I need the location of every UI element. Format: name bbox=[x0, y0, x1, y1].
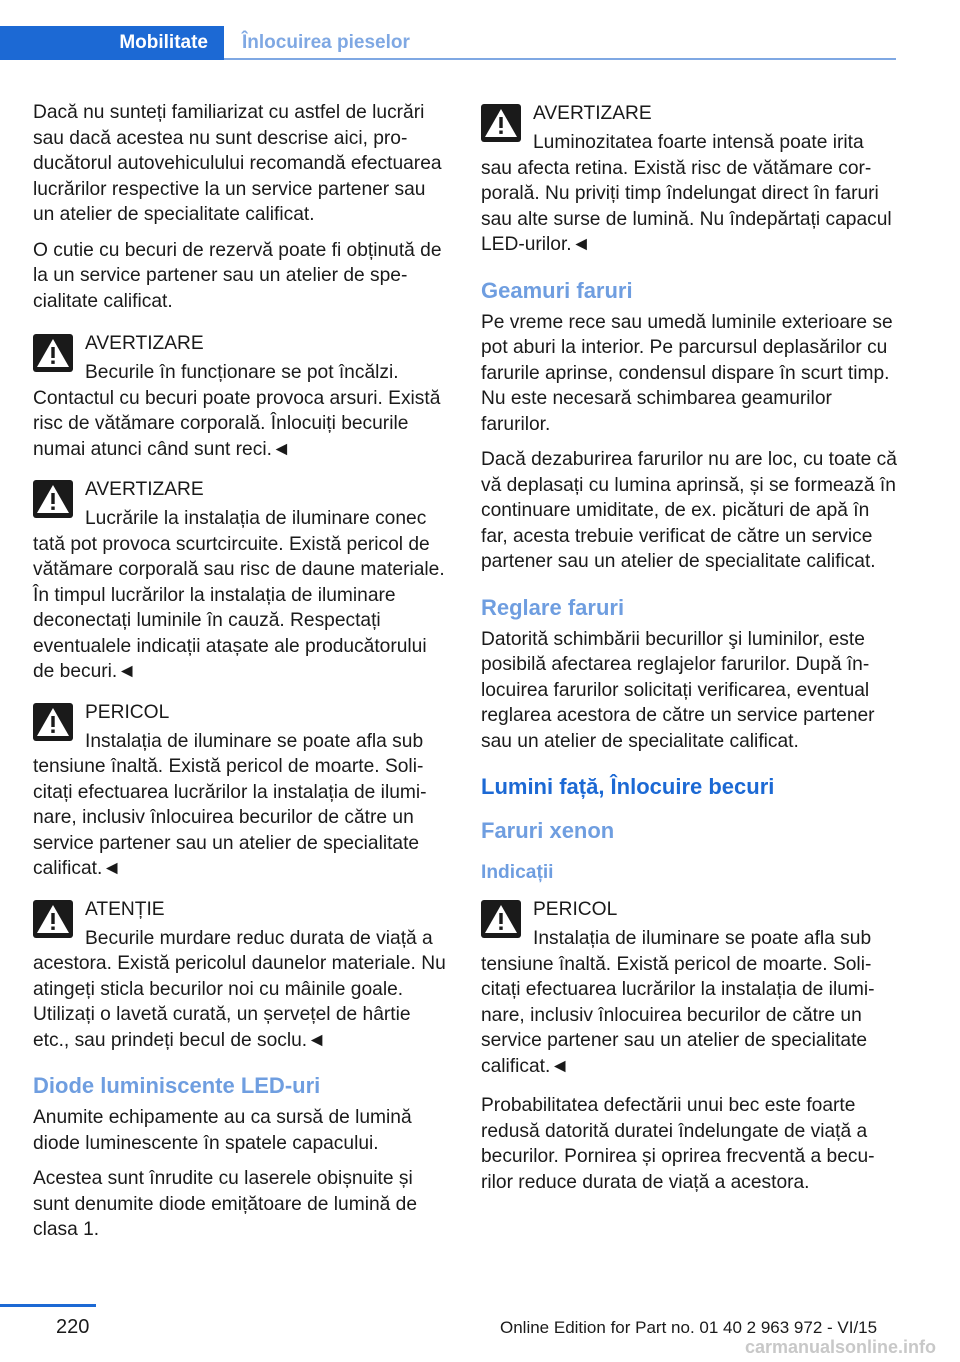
warning-text-first: Instalația de iluminare se poate afla sub bbox=[533, 928, 872, 949]
warning-text bbox=[33, 360, 449, 462]
warning-text-first: Becurile murdare reduc durata de viață a bbox=[85, 927, 433, 949]
warning-text-rest: tensiune înaltă. Există pericol de moarte. Solicitați efectuarea lucrărilor la instalația de iluminare, inclusiv înlocuirea becurilor de către un service partener sau un atelier de specialitate calificat.◄ bbox=[33, 756, 427, 879]
warning-box bbox=[481, 100, 897, 258]
footer-divider bbox=[0, 1304, 96, 1307]
warning-text bbox=[33, 506, 449, 685]
warning-triangle-icon bbox=[33, 703, 73, 741]
paragraph: Acestea sunt înrudite cu laserele obișnuite și sunt denumite diode emițătoare de lumină de clasa 1. bbox=[33, 1168, 417, 1240]
warning-title: PERICOL bbox=[533, 899, 618, 920]
section-heading: Diode luminiscente LED-uri bbox=[33, 1073, 321, 1098]
warning-text-first: Instalația de iluminare se poate afla sub bbox=[85, 730, 424, 752]
warning-text-first: Luminozitatea foarte intensă poate irita bbox=[533, 132, 864, 153]
warning-title: PERICOL bbox=[85, 701, 170, 723]
warning-text-rest: tată pot provoca scurtcircuite. Există pericol de vătămare corporală sau risc de daune materiale. În timpul lucrărilor la instalația de iluminare deconectați luminile în cauză. Respectați eventualele indicații atașate ale producătorului de becuri.◄ bbox=[33, 533, 445, 682]
section-label: Înlocuirea pieselor bbox=[242, 32, 410, 53]
chapter-label: Mobilitate bbox=[119, 32, 208, 53]
warning-title: AVERTIZARE bbox=[85, 479, 204, 500]
left-column bbox=[33, 100, 449, 1253]
warning-text-rest: tensiune înaltă. Există pericol de moarte. Solicitați efectuarea lucrărilor la instalația de iluminare, inclusiv înlocuirea becurilor de către un service partener sau un atelier de specialitate calificat.◄ bbox=[481, 953, 875, 1077]
header-divider bbox=[224, 58, 896, 60]
watermark: carmanualsonline.info bbox=[745, 1337, 937, 1357]
warning-box bbox=[33, 476, 449, 685]
warning-text-rest: Contactul cu becuri poate provoca arsuri. Există risc de vătămare corporală. Înlocuiți becurile numai atunci când sunt reci.◄ bbox=[33, 387, 441, 460]
warning-box bbox=[33, 896, 449, 1054]
warning-box bbox=[481, 896, 897, 1079]
page-number: 220 bbox=[56, 1316, 90, 1338]
page-header bbox=[0, 0, 896, 62]
paragraph: Probabilitatea defectării unui bec este foarte redusă datorită duratei îndelungate de viață a becurilor. Pornirea și oprirea frecventă a becurilor reduce durata de viață a acestora. bbox=[481, 1095, 875, 1193]
right-column bbox=[481, 100, 897, 1205]
warning-triangle-icon bbox=[33, 480, 73, 518]
warning-title: AVERTIZARE bbox=[85, 333, 204, 354]
warning-text-rest: acestora. Există pericolul daunelor materiale. Nu atingeți sticla becurilor noi cu mâinile goale. Utilizați o lavetă curată, un șervețel de hârtie etc., sau prindeți becul de soclu.◄ bbox=[33, 953, 446, 1051]
warning-text-first: Becurile în funcționare se pot încălzi. bbox=[85, 362, 399, 383]
warning-text bbox=[33, 926, 449, 1054]
warning-text-first: Lucrările la instalația de iluminare conec bbox=[85, 508, 427, 529]
warning-title: AVERTIZARE bbox=[533, 103, 652, 124]
section-heading: Reglare faruri bbox=[481, 594, 625, 620]
paragraph: Dacă dezaburirea farurilor nu are loc, cu toate că vă deplasați cu lumina aprinsă, și se formează în continuare umiditate, de ex. picături de apă în far, acesta trebuie verificat de către un service partener sau un atelier de specialitate calificat. bbox=[481, 449, 897, 572]
chapter-tab[interactable] bbox=[0, 26, 224, 60]
section-heading: Faruri xenon bbox=[481, 818, 615, 843]
warning-title: ATENȚIE bbox=[85, 898, 165, 920]
edition-text: Online Edition for Part no. 01 40 2 963 972 - VI/15 bbox=[500, 1318, 878, 1337]
subsection-heading: Indicații bbox=[481, 862, 554, 883]
warning-triangle-icon bbox=[481, 104, 521, 142]
warning-text bbox=[481, 130, 897, 258]
chapter-heading: Lumini față, Înlocuire becuri bbox=[481, 774, 775, 799]
warning-text bbox=[33, 729, 449, 882]
paragraph: O cutie cu becuri de rezervă poate fi obținută de la un service partener sau un atelier de specialitate calificat. bbox=[33, 239, 442, 312]
warning-box bbox=[33, 330, 449, 462]
paragraph: Pe vreme rece sau umedă luminile exterioare se pot aburi la interior. Pe parcursul deplasărilor cu farurile aprinse, condensul dispare în scurt timp. Nu este necesară schimbarea geamurilor farurilor. bbox=[481, 311, 893, 435]
section-heading: Geamuri faruri bbox=[481, 277, 633, 303]
warning-text-rest: sau afecta retina. Există risc de vătămare corporală. Nu priviți timp îndelungat direct în faruri sau alte surse de lumină. Nu îndepărtați capacul LED-urilor.◄ bbox=[481, 157, 892, 255]
warning-triangle-icon bbox=[33, 900, 73, 938]
warning-text bbox=[481, 926, 897, 1079]
paragraph: Anumite echipamente au ca sursă de lumină diode luminescente în spatele capacului. bbox=[33, 1107, 412, 1154]
section-tab[interactable] bbox=[242, 26, 410, 60]
warning-box bbox=[33, 699, 449, 882]
paragraph: Dacă nu sunteți familiarizat cu astfel de lucrări sau dacă acestea nu sunt descrise aici, producătorul autovehiculului recomandă efectuarea lucrărilor respective la un service partener sau un atelier de specialitate calificat. bbox=[33, 102, 442, 225]
warning-triangle-icon bbox=[481, 900, 521, 938]
warning-triangle-icon bbox=[33, 334, 73, 372]
paragraph: Datorită schimbării becurillor şi luminilor, este posibilă afectarea reglajelor farurilor. După înlocuirea farurilor solicitați verificarea, eventual reglarea acestora de către un service partener sau un atelier de specialitate calificat. bbox=[481, 628, 875, 752]
